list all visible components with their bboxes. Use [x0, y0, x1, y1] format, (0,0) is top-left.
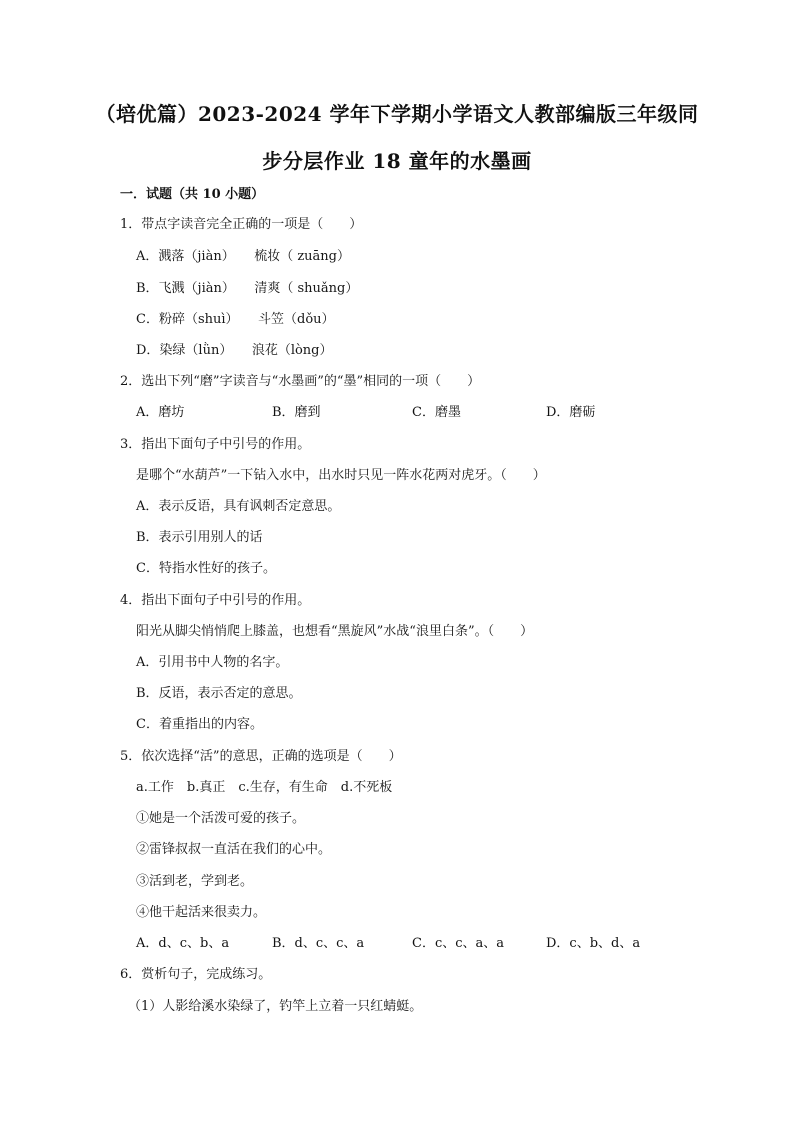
question-5-option-d: D．c、b、d、a: [546, 936, 641, 951]
question-6-sub-1: （1）人影给溪水染绿了，钓竿上立着一只红蜻蜓。: [128, 999, 423, 1014]
question-2-option-c: C．磨墨: [412, 405, 461, 420]
question-5-stem: 5．依次选择“活”的意思，正确的选项是（ ）: [120, 749, 402, 764]
question-3-sentence: 是哪个“水葫芦”一下钻入水中，出水时只见一阵水花两对虎牙。（ ）: [136, 468, 546, 483]
question-4-sentence: 阳光从脚尖悄悄爬上膝盖，也想看“黑旋风”水战“浪里白条”。（ ）: [136, 624, 534, 639]
question-1-option-c: C．粉碎（shuì） 斗笠（dǒu）: [136, 312, 335, 327]
question-5-item-4: ④他干起活来很卖力。: [136, 905, 267, 920]
question-1-stem: 1．带点字读音完全正确的一项是（ ）: [120, 217, 363, 232]
question-3-option-a: A．表示反语，具有讽刺否定意思。: [136, 499, 341, 514]
question-4-option-c: C．着重指出的内容。: [136, 717, 263, 732]
question-3-option-c: C．特指水性好的孩子。: [136, 561, 276, 576]
question-4-stem: 4．指出下面句子中引号的作用。: [120, 593, 311, 608]
question-5-meanings: a.工作 b.真正 c.生存，有生命 d.不死板: [136, 780, 393, 795]
question-1-option-a: A．溅落（jiàn） 梳妆（ zuāng）: [136, 249, 350, 264]
question-2-option-d: D．磨砺: [546, 405, 596, 420]
document-title-line-1: （培优篇）2023-2024 学年下学期小学语文人教部编版三年级同: [95, 102, 699, 126]
question-1-option-b: B．飞溅（jiàn） 清爽（ shuǎng）: [136, 281, 359, 296]
question-2-option-a: A．磨坊: [136, 405, 185, 420]
question-5-option-a: A．d、c、b、a: [136, 936, 230, 951]
document-title-line-2: 步分层作业 18 童年的水墨画: [262, 149, 532, 173]
question-4-option-a: A．引用书中人物的名字。: [136, 655, 289, 670]
section-heading: 一．试题（共 10 小题）: [120, 187, 265, 202]
question-5-option-c: C．c、c、a、a: [412, 936, 505, 951]
question-3-stem: 3．指出下面句子中引号的作用。: [120, 437, 311, 452]
question-5-option-b: B．d、c、c、a: [272, 936, 365, 951]
question-5-item-1: ①她是一个活泼可爱的孩子。: [136, 811, 306, 826]
question-5-item-2: ②雷锋叔叔一直活在我们的心中。: [136, 842, 332, 857]
question-6-stem: 6．赏析句子，完成练习。: [120, 967, 272, 982]
question-2-option-b: B．磨到: [272, 405, 321, 420]
question-2-stem: 2．选出下列“磨”字读音与“水墨画”的“墨”相同的一项（ ）: [120, 374, 481, 389]
question-5-item-3: ③活到老，学到老。: [136, 874, 254, 889]
question-4-option-b: B．反语，表示否定的意思。: [136, 686, 302, 701]
question-1-option-d: D．染绿（lǜn） 浪花（lòng）: [136, 343, 333, 358]
question-3-option-b: B．表示引用别人的话: [136, 530, 263, 545]
